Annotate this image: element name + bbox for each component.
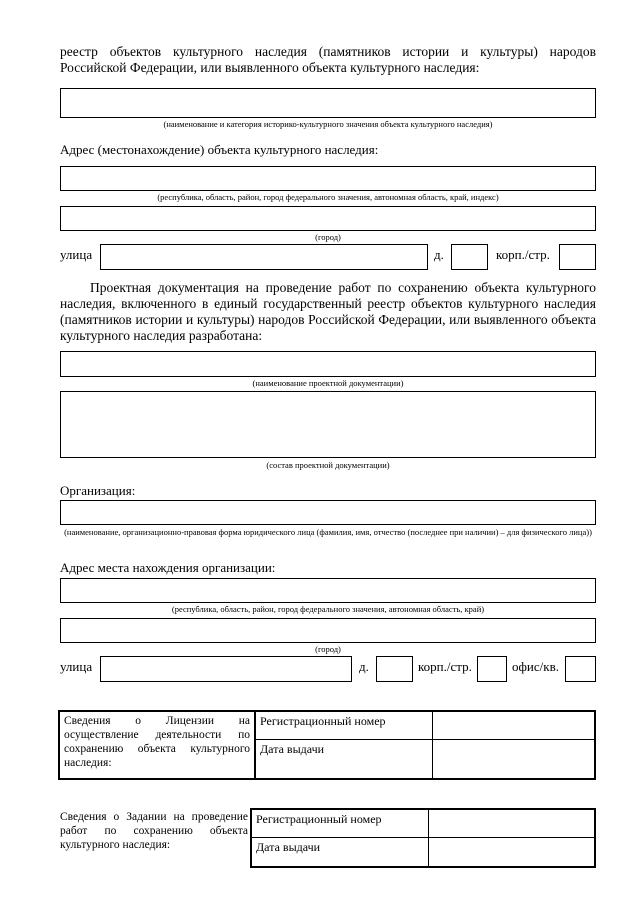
task-reg-number-value[interactable] <box>429 809 596 837</box>
project-content-field[interactable] <box>60 391 596 458</box>
license-issue-date-value[interactable] <box>433 739 596 779</box>
license-title: Сведения о Лицензии на осуществление деятельности по сохранению объекта культурного наследия: <box>59 711 255 779</box>
org-city-caption: (город) <box>315 644 341 654</box>
project-text: Проектная документация на проведение работ по сохранению объекта культурного наследия, включенного в единый государственный реестр объектов культурного наследия (памятников истории и культуры) народов Российской Федерации, или выявленного объекта культурного наследия разработана: <box>60 280 596 343</box>
org-street-label: улица <box>60 659 93 674</box>
org-region-field[interactable] <box>60 578 596 603</box>
task-table <box>250 808 596 868</box>
organization-caption: (наименование, организационно-правовая форма юридического лица (фамилия, имя, отчество (последнее при наличии) – для физического лица)) <box>64 527 592 537</box>
project-content-caption: (состав проектной документации) <box>266 460 390 470</box>
organization-label: Организация: <box>60 483 136 498</box>
org-house-label: д. <box>359 659 369 674</box>
intro-text: реестр объектов культурного наследия (памятников истории и культуры) народов Российской Федерации, или выявленного объекта культурного наследия: <box>60 44 596 75</box>
object-region-caption: (республика, область, район, город федерального значения, автономная область, край, индекс) <box>157 192 499 202</box>
object-street-field[interactable] <box>100 244 428 270</box>
license-reg-number-value[interactable] <box>433 711 596 739</box>
org-region-caption: (республика, область, район, город федерального значения, автономная область, край) <box>171 604 485 614</box>
task-reg-number-label: Регистрационный номер <box>251 809 429 837</box>
task-title: Сведения о Задании на проведение работ по сохранению объекта культурного наследия: <box>60 811 248 851</box>
organization-field[interactable] <box>60 500 596 525</box>
org-building-field[interactable] <box>477 656 507 682</box>
object-building-field[interactable] <box>559 244 596 270</box>
object-house-label: д. <box>434 247 444 262</box>
object-name-caption: (наименование и категория историко-культурного значения объекта культурного наследия) <box>163 119 493 129</box>
task-issue-date-label: Дата выдачи <box>251 837 429 867</box>
object-city-caption: (город) <box>315 232 341 242</box>
object-region-field[interactable] <box>60 166 596 191</box>
org-city-field[interactable] <box>60 618 596 643</box>
object-house-field[interactable] <box>451 244 488 270</box>
org-street-field[interactable] <box>100 656 352 682</box>
project-name-caption: (наименование проектной документации) <box>252 378 404 388</box>
license-issue-date-label: Дата выдачи <box>255 739 433 779</box>
project-name-field[interactable] <box>60 351 596 377</box>
org-office-label: офис/кв. <box>512 659 559 674</box>
license-table <box>58 710 596 780</box>
object-city-field[interactable] <box>60 206 596 231</box>
task-issue-date-value[interactable] <box>429 837 596 867</box>
org-house-field[interactable] <box>376 656 413 682</box>
license-reg-number-label: Регистрационный номер <box>255 711 433 739</box>
object-address-label: Адрес (местонахождение) объекта культурного наследия: <box>60 142 379 157</box>
object-building-label: корп./стр. <box>496 247 550 262</box>
org-office-field[interactable] <box>565 656 596 682</box>
org-address-label: Адрес места нахождения организации: <box>60 560 276 575</box>
object-street-label: улица <box>60 247 93 262</box>
org-building-label: корп./стр. <box>418 659 472 674</box>
object-name-field[interactable] <box>60 88 596 118</box>
